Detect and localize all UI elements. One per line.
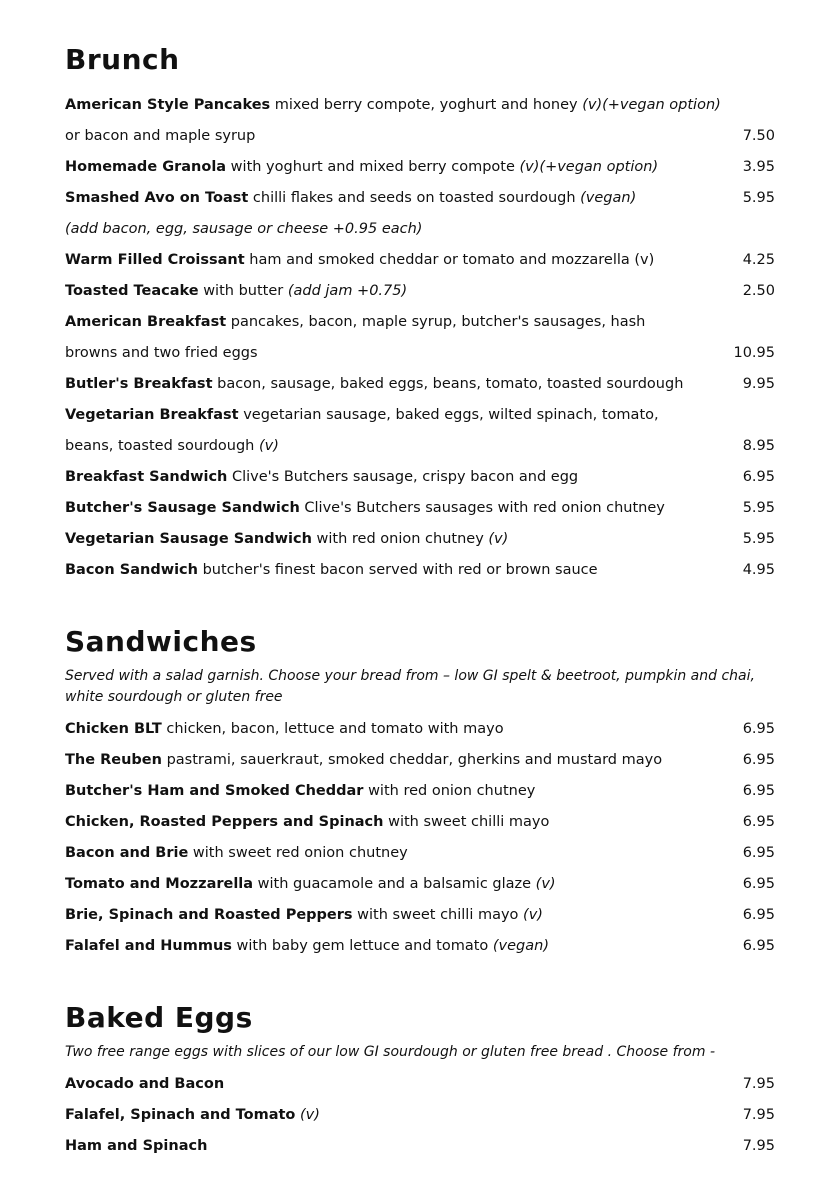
item-name: Toasted Teacake — [65, 283, 199, 299]
sandwiches-section — [65, 622, 775, 962]
item-name: Butler's Breakfast — [65, 376, 213, 392]
item-name: American Style Pancakes — [65, 97, 271, 113]
item-description: or bacon and maple syrup — [65, 128, 256, 144]
item-note: (v)(+vegan option) — [582, 97, 721, 113]
item-price: 6.95 — [742, 752, 775, 768]
item-price: 2.50 — [742, 283, 775, 299]
item-description: with red onion chutney — [363, 783, 536, 799]
item-name: Bacon Sandwich — [65, 562, 198, 578]
item-description: chicken, bacon, lettuce and tomato with mayo — [161, 721, 504, 737]
menu-item — [65, 1069, 775, 1100]
item-note: (v) — [535, 876, 556, 892]
item-description: browns and two fried eggs — [65, 345, 258, 361]
item-note: (add jam +0.75) — [287, 283, 408, 299]
item-price: 6.95 — [742, 814, 775, 830]
item-description: chilli flakes and seeds on toasted sourdough — [248, 190, 581, 206]
menu-item — [65, 431, 775, 462]
menu-item — [65, 807, 775, 838]
item-price: 8.95 — [742, 438, 775, 454]
menu-item — [65, 276, 775, 307]
item-note: (v) — [300, 1107, 320, 1123]
item-price: 5.95 — [742, 190, 775, 206]
item-name: Vegetarian Breakfast — [65, 407, 239, 423]
item-description: with sweet chilli mayo — [352, 907, 524, 923]
section-title-brunch: Brunch — [65, 43, 180, 76]
item-name: Homemade Granola — [65, 159, 227, 175]
menu-item — [65, 307, 775, 338]
menu-item — [65, 1100, 775, 1131]
item-name: Falafel and Hummus — [65, 938, 232, 954]
section-intro: Two free range eggs with slices of our low GI sourdough or gluten free bread . Choose from - — [65, 1044, 716, 1060]
menu-item — [65, 214, 775, 245]
item-price: 9.95 — [742, 376, 775, 392]
item-price: 6.95 — [742, 845, 775, 861]
item-price: 6.95 — [742, 783, 775, 799]
item-price: 7.50 — [742, 128, 775, 144]
item-note: (v) — [523, 907, 543, 923]
item-name: Vegetarian Sausage Sandwich — [65, 531, 312, 547]
item-price: 6.95 — [742, 876, 775, 892]
item-note: (vegan) — [580, 190, 637, 206]
item-price: 6.95 — [742, 938, 775, 954]
menu-item — [65, 776, 775, 807]
item-price: 7.95 — [742, 1138, 775, 1154]
section-title-baked-eggs: Baked Eggs — [65, 1001, 253, 1034]
item-name: Breakfast Sandwich — [65, 469, 228, 485]
item-description: ham and smoked cheddar or tomato and mozzarella (v) — [244, 252, 655, 268]
brunch-items — [65, 90, 775, 586]
baked-eggs-items — [65, 1069, 775, 1162]
menu-item — [65, 745, 775, 776]
item-description: butcher's finest bacon served with red or brown sauce — [197, 562, 598, 578]
item-name: Ham and Spinach — [65, 1138, 208, 1154]
menu-item — [65, 838, 775, 869]
item-price: 6.95 — [742, 469, 775, 485]
item-description: Clive's Butchers sausage, crispy bacon and egg — [227, 469, 579, 485]
item-name: Chicken BLT — [65, 721, 162, 737]
item-name: Butcher's Sausage Sandwich — [65, 500, 300, 516]
item-name: Chicken, Roasted Peppers and Spinach — [65, 814, 384, 830]
item-name: Avocado and Bacon — [65, 1076, 225, 1092]
item-note: (v)(+vegan option) — [519, 159, 659, 175]
menu-item — [65, 462, 775, 493]
item-description: with butter — [198, 283, 288, 299]
menu-item — [65, 555, 775, 586]
item-name: Warm Filled Croissant — [65, 252, 245, 268]
item-description: pastrami, sauerkraut, smoked cheddar, gherkins and mustard mayo — [161, 752, 663, 768]
item-price: 6.95 — [742, 907, 775, 923]
item-price: 5.95 — [742, 531, 775, 547]
menu-item — [65, 338, 775, 369]
item-price: 5.95 — [742, 500, 775, 516]
item-name: The Reuben — [65, 752, 162, 768]
item-description: with sweet red onion chutney — [188, 845, 408, 861]
item-price: 7.95 — [742, 1107, 775, 1123]
menu-item — [65, 152, 775, 183]
menu-item — [65, 183, 775, 214]
item-name: Tomato and Mozzarella — [65, 876, 254, 892]
menu-item — [65, 400, 775, 431]
item-name: Smashed Avo on Toast — [65, 190, 249, 206]
sandwiches-items — [65, 714, 775, 962]
item-description: beans, toasted sourdough — [65, 438, 259, 454]
item-description: vegetarian sausage, baked eggs, wilted spinach, tomato, — [238, 407, 659, 423]
item-description: pancakes, bacon, maple syrup, butcher's sausages, hash — [226, 314, 646, 330]
menu-item — [65, 714, 775, 745]
menu-item — [65, 900, 775, 931]
menu-item — [65, 121, 775, 152]
item-price: 6.95 — [742, 721, 775, 737]
item-description: with yoghurt and mixed berry compote — [226, 159, 520, 175]
item-price: 4.95 — [742, 562, 775, 578]
section-intro: Served with a salad garnish. Choose your bread from – low GI spelt & beetroot, pumpkin and chai, white sourdough or gluten free — [65, 668, 755, 705]
menu-item — [65, 931, 775, 962]
item-description: mixed berry compote, yoghurt and honey — [270, 97, 583, 113]
brunch-section — [65, 40, 775, 586]
menu-item — [65, 493, 775, 524]
section-title-sandwiches: Sandwiches — [65, 625, 257, 658]
item-note: (v) — [488, 531, 509, 547]
item-description: with sweet chilli mayo — [383, 814, 550, 830]
item-name: Falafel, Spinach and Tomato — [65, 1107, 296, 1123]
item-note: (vegan) — [492, 938, 549, 954]
baked-eggs-section — [65, 998, 775, 1162]
item-description: Clive's Butchers sausages with red onion chutney — [299, 500, 665, 516]
item-name: Bacon and Brie — [65, 845, 189, 861]
menu-item — [65, 369, 775, 400]
item-description: bacon, sausage, baked eggs, beans, tomato, toasted sourdough — [212, 376, 684, 392]
item-price: 4.25 — [742, 252, 775, 268]
item-name: Butcher's Ham and Smoked Cheddar — [65, 783, 364, 799]
item-description: with guacamole and a balsamic glaze — [253, 876, 536, 892]
menu-item — [65, 869, 775, 900]
menu-item — [65, 245, 775, 276]
item-description: with red onion chutney — [311, 531, 489, 547]
menu-item — [65, 1131, 775, 1162]
menu-item — [65, 524, 775, 555]
item-price: 7.95 — [742, 1076, 775, 1092]
item-name: Brie, Spinach and Roasted Peppers — [65, 907, 353, 923]
item-name: American Breakfast — [65, 314, 227, 330]
item-note: (add bacon, egg, sausage or cheese +0.95 each) — [65, 221, 423, 237]
item-description: with baby gem lettuce and tomato — [231, 938, 493, 954]
item-price: 10.95 — [733, 345, 775, 361]
item-note: (v) — [258, 438, 279, 454]
menu-item — [65, 90, 775, 121]
item-price: 3.95 — [742, 159, 775, 175]
